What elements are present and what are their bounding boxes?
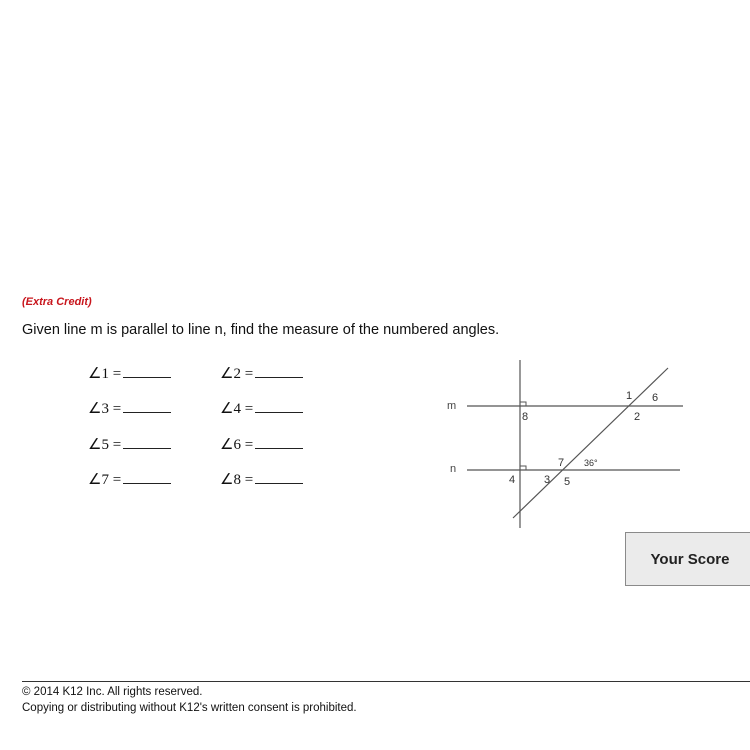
angle-3-blank <box>123 399 171 413</box>
angle-2-row <box>220 364 303 383</box>
angle-1-blank <box>123 364 171 378</box>
angle-7-blank <box>123 470 171 484</box>
angle-1-label: ∠1 = <box>88 366 122 382</box>
given-angle-label: 36° <box>584 458 598 468</box>
angle-number-5: 5 <box>564 476 571 488</box>
footer-copyright: © 2014 K12 Inc. All rights reserved. <box>22 686 203 698</box>
angle-number-2: 2 <box>634 411 641 423</box>
right-angle-mark-n <box>520 466 526 470</box>
angle-8-row <box>220 470 303 489</box>
angle-4-row <box>220 399 303 418</box>
angle-4-label: ∠4 = <box>220 401 254 417</box>
angle-3-label: ∠3 = <box>88 401 122 417</box>
angle-6-row <box>220 435 303 454</box>
angle-2-blank <box>255 364 303 378</box>
angle-3-row <box>88 399 171 418</box>
angle-5-blank <box>123 435 171 449</box>
angle-5-label: ∠5 = <box>88 437 122 453</box>
line-n-label: n <box>450 463 457 475</box>
extra-credit-label: (Extra Credit) <box>22 296 92 308</box>
footer-notice: Copying or distributing without K12's written consent is prohibited. <box>22 702 357 714</box>
line-m-label: m <box>447 400 457 412</box>
angle-5-row <box>88 435 171 454</box>
footer-divider <box>22 681 750 682</box>
angle-7-row <box>88 470 171 489</box>
angle-7-label: ∠7 = <box>88 472 122 488</box>
angle-number-3: 3 <box>544 474 551 486</box>
angle-number-8: 8 <box>522 411 529 423</box>
angle-8-label: ∠8 = <box>220 472 254 488</box>
angle-number-1: 1 <box>626 390 633 402</box>
angle-number-7: 7 <box>558 457 565 469</box>
question-text: Given line m is parallel to line n, find the measure of the numbered angles. <box>22 322 500 338</box>
right-angle-mark-m <box>520 402 526 406</box>
angle-2-label: ∠2 = <box>220 366 254 382</box>
angle-1-row <box>88 364 171 383</box>
angle-8-blank <box>255 470 303 484</box>
angle-6-label: ∠6 = <box>220 437 254 453</box>
angle-number-4: 4 <box>509 474 516 486</box>
parallel-lines-figure <box>440 358 690 533</box>
transversal-diagonal <box>513 368 668 518</box>
angle-4-blank <box>255 399 303 413</box>
your-score-button[interactable]: Your Score <box>625 532 750 586</box>
angle-6-blank <box>255 435 303 449</box>
angle-number-6: 6 <box>652 392 659 404</box>
